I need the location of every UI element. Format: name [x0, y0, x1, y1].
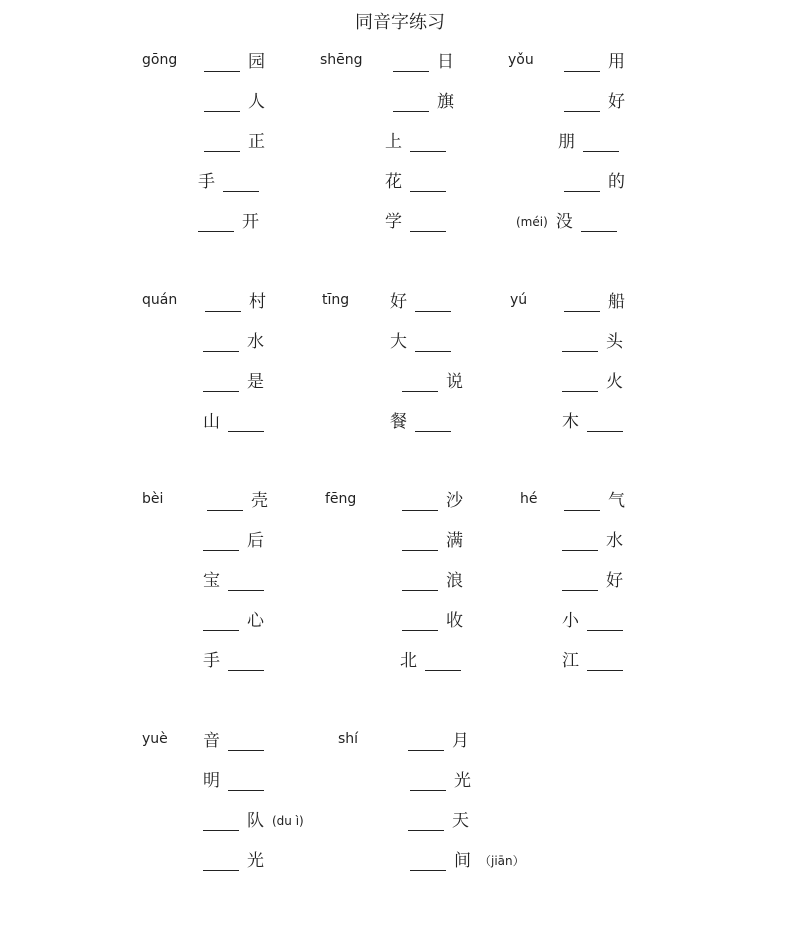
- fill-in-item: [198, 208, 259, 232]
- hanzi-character: 学: [385, 212, 402, 232]
- hanzi-character: 音: [203, 731, 220, 751]
- hanzi-character: 花: [385, 172, 402, 192]
- hanzi-character: 头: [606, 332, 623, 352]
- fill-in-item: [390, 288, 451, 312]
- hanzi-character: 朋: [558, 132, 575, 152]
- pinyin-label: shēng: [320, 52, 363, 68]
- answer-blank[interactable]: [410, 211, 446, 232]
- answer-blank[interactable]: [587, 411, 623, 432]
- hanzi-character: 小: [562, 611, 579, 631]
- answer-blank[interactable]: [562, 570, 598, 591]
- fill-in-item: [564, 88, 625, 112]
- hanzi-character: 大: [390, 332, 407, 352]
- fill-in-item: [562, 527, 623, 551]
- fill-in-item: [203, 527, 264, 551]
- answer-blank[interactable]: [203, 810, 239, 831]
- fill-in-item: [385, 208, 446, 232]
- fill-in-item: [516, 208, 617, 232]
- fill-in-item: [204, 88, 265, 112]
- pinyin-note: (du ì): [272, 814, 304, 828]
- answer-blank[interactable]: [415, 411, 451, 432]
- answer-blank[interactable]: [228, 770, 264, 791]
- fill-in-item: [203, 847, 264, 871]
- fill-in-item: [562, 567, 623, 591]
- hanzi-character: 浪: [446, 571, 463, 591]
- answer-blank[interactable]: [203, 331, 239, 352]
- answer-blank[interactable]: [562, 371, 598, 392]
- pinyin-label: fēng: [325, 491, 357, 507]
- answer-blank[interactable]: [410, 770, 446, 791]
- hanzi-character: 光: [454, 771, 471, 791]
- fill-in-item: [562, 408, 623, 432]
- fill-in-item: [203, 647, 264, 671]
- answer-blank[interactable]: [228, 411, 264, 432]
- fill-in-item: [393, 48, 454, 72]
- answer-blank[interactable]: [564, 171, 600, 192]
- answer-blank[interactable]: [562, 530, 598, 551]
- fill-in-item: [562, 607, 623, 631]
- hanzi-character: 水: [606, 531, 623, 551]
- fill-in-item: [402, 607, 463, 631]
- answer-blank[interactable]: [408, 810, 444, 831]
- fill-in-item: [562, 328, 623, 352]
- fill-in-item: [408, 807, 469, 831]
- answer-blank[interactable]: [410, 850, 446, 871]
- fill-in-item: [402, 527, 463, 551]
- answer-blank[interactable]: [583, 131, 619, 152]
- hanzi-character: 手: [203, 651, 220, 671]
- fill-in-item: [204, 48, 265, 72]
- pinyin-label: gōng: [142, 52, 178, 68]
- hanzi-character: 上: [385, 132, 402, 152]
- hanzi-character: 北: [400, 651, 417, 671]
- fill-in-item: [558, 128, 619, 152]
- hanzi-character: 队: [247, 811, 264, 831]
- answer-blank[interactable]: [410, 171, 446, 192]
- answer-blank[interactable]: [228, 570, 264, 591]
- fill-in-item: [564, 48, 625, 72]
- answer-blank[interactable]: [393, 91, 429, 112]
- hanzi-character: 旗: [437, 92, 454, 112]
- fill-in-item: [385, 168, 446, 192]
- answer-blank[interactable]: [204, 91, 240, 112]
- fill-in-item: [564, 288, 625, 312]
- hanzi-character: 正: [248, 132, 265, 152]
- answer-blank[interactable]: [228, 730, 264, 751]
- hanzi-character: 好: [606, 571, 623, 591]
- answer-blank[interactable]: [198, 211, 234, 232]
- hanzi-character: 日: [437, 52, 454, 72]
- pinyin-label: quán: [142, 292, 178, 308]
- answer-blank[interactable]: [203, 610, 239, 631]
- fill-in-item: [562, 368, 623, 392]
- fill-in-item: [204, 128, 265, 152]
- hanzi-character: 村: [249, 292, 266, 312]
- hanzi-character: 江: [562, 651, 579, 671]
- pinyin-note: (méi): [516, 215, 548, 229]
- hanzi-character: 木: [562, 412, 579, 432]
- fill-in-item: [203, 767, 264, 791]
- hanzi-character: 餐: [390, 412, 407, 432]
- fill-in-item: [203, 567, 264, 591]
- hanzi-character: 的: [608, 172, 625, 192]
- answer-blank[interactable]: [564, 490, 600, 511]
- answer-blank[interactable]: [564, 291, 600, 312]
- fill-in-item: [564, 168, 625, 192]
- hanzi-character: 好: [608, 92, 625, 112]
- answer-blank[interactable]: [402, 371, 438, 392]
- answer-blank[interactable]: [415, 331, 451, 352]
- fill-in-item: [203, 368, 264, 392]
- hanzi-character: 开: [242, 212, 259, 232]
- hanzi-character: 月: [452, 731, 469, 751]
- hanzi-character: 水: [247, 332, 264, 352]
- hanzi-character: 心: [247, 611, 264, 631]
- answer-blank[interactable]: [587, 610, 623, 631]
- pinyin-label: hé: [520, 491, 538, 507]
- answer-blank[interactable]: [204, 131, 240, 152]
- pinyin-note: （jiān）: [479, 854, 525, 868]
- fill-in-item: [203, 607, 264, 631]
- fill-in-item: [390, 328, 451, 352]
- answer-blank[interactable]: [410, 131, 446, 152]
- hanzi-character: 满: [446, 531, 463, 551]
- pinyin-label: shí: [338, 731, 359, 747]
- fill-in-item: [390, 408, 451, 432]
- hanzi-character: 船: [608, 292, 625, 312]
- pinyin-label: bèi: [142, 491, 164, 507]
- fill-in-item: [564, 487, 625, 511]
- hanzi-character: 是: [247, 372, 264, 392]
- fill-in-item: [385, 128, 446, 152]
- hanzi-character: 手: [198, 172, 215, 192]
- hanzi-character: 明: [203, 771, 220, 791]
- answer-blank[interactable]: [228, 650, 264, 671]
- hanzi-character: 气: [608, 491, 625, 511]
- answer-blank[interactable]: [408, 730, 444, 751]
- answer-blank[interactable]: [402, 610, 438, 631]
- hanzi-character: 壳: [251, 491, 268, 511]
- answer-blank[interactable]: [223, 171, 259, 192]
- hanzi-character: 后: [247, 531, 264, 551]
- fill-in-item: [400, 647, 461, 671]
- answer-blank[interactable]: [562, 331, 598, 352]
- hanzi-character: 火: [606, 372, 623, 392]
- fill-in-item: [203, 408, 264, 432]
- page-title: 同音字练习: [355, 12, 445, 33]
- hanzi-character: 间: [454, 851, 471, 871]
- answer-blank[interactable]: [564, 91, 600, 112]
- hanzi-character: 光: [247, 851, 264, 871]
- fill-in-item: [203, 727, 264, 751]
- fill-in-item: [408, 727, 469, 751]
- fill-in-item: [402, 368, 463, 392]
- answer-blank[interactable]: [402, 490, 438, 511]
- fill-in-item: [410, 847, 525, 871]
- answer-blank[interactable]: [204, 51, 240, 72]
- answer-blank[interactable]: [203, 371, 239, 392]
- answer-blank[interactable]: [564, 51, 600, 72]
- pinyin-label: yuè: [142, 731, 168, 747]
- hanzi-character: 用: [608, 52, 625, 72]
- hanzi-character: 山: [203, 412, 220, 432]
- answer-blank[interactable]: [587, 650, 623, 671]
- fill-in-item: [203, 328, 264, 352]
- fill-in-item: [205, 288, 266, 312]
- answer-blank[interactable]: [415, 291, 451, 312]
- answer-blank[interactable]: [402, 530, 438, 551]
- fill-in-item: [198, 168, 259, 192]
- hanzi-character: 天: [452, 811, 469, 831]
- hanzi-character: 说: [446, 372, 463, 392]
- fill-in-item: [393, 88, 454, 112]
- answer-blank[interactable]: [425, 650, 461, 671]
- fill-in-item: [207, 487, 268, 511]
- hanzi-character: 人: [248, 92, 265, 112]
- fill-in-item: [562, 647, 623, 671]
- answer-blank[interactable]: [581, 211, 617, 232]
- fill-in-item: [402, 567, 463, 591]
- hanzi-character: 沙: [446, 491, 463, 511]
- answer-blank[interactable]: [402, 570, 438, 591]
- pinyin-label: tīng: [322, 292, 350, 308]
- pinyin-label: yú: [510, 292, 528, 308]
- hanzi-character: 园: [248, 52, 265, 72]
- answer-blank[interactable]: [207, 490, 243, 511]
- hanzi-character: 没: [555, 212, 573, 232]
- hanzi-character: 好: [390, 292, 407, 312]
- answer-blank[interactable]: [205, 291, 241, 312]
- answer-blank[interactable]: [203, 530, 239, 551]
- fill-in-item: [410, 767, 471, 791]
- fill-in-item: [203, 807, 304, 831]
- pinyin-label: yǒu: [508, 52, 534, 68]
- hanzi-character: 收: [446, 611, 463, 631]
- answer-blank[interactable]: [393, 51, 429, 72]
- hanzi-character: 宝: [203, 571, 220, 591]
- fill-in-item: [402, 487, 463, 511]
- answer-blank[interactable]: [203, 850, 239, 871]
